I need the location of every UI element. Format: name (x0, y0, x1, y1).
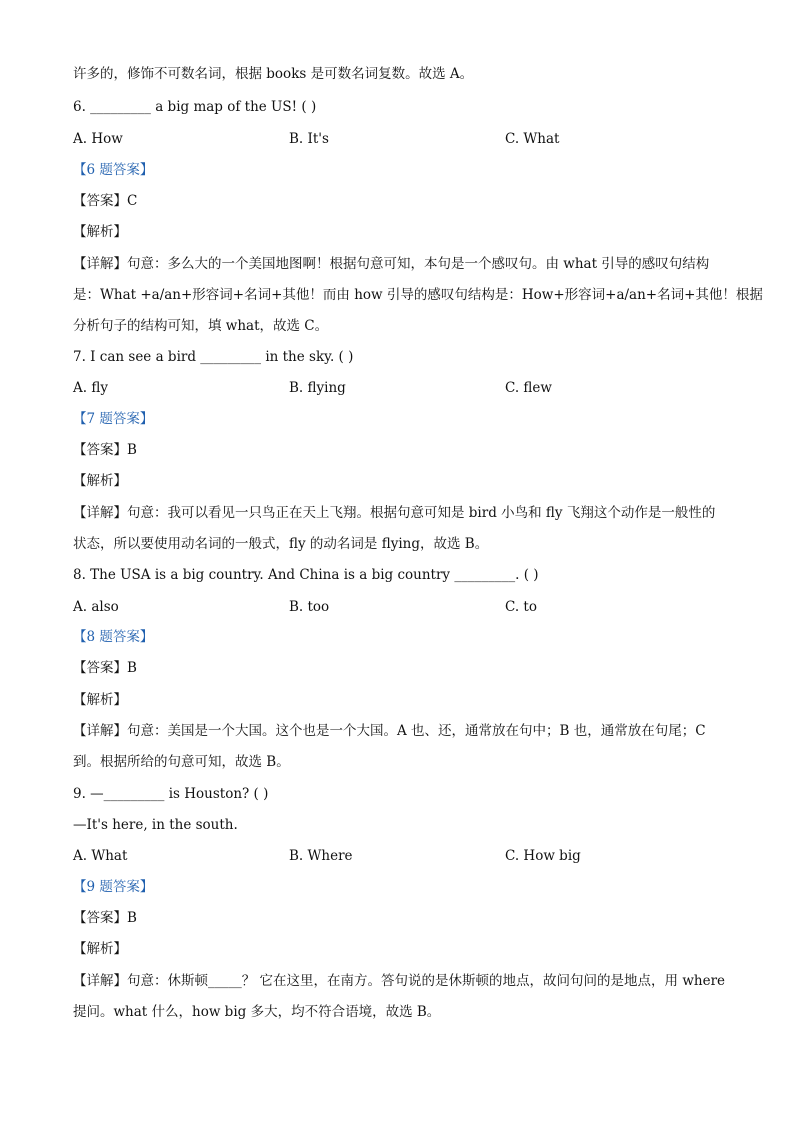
q6-option-a: A. How (73, 131, 123, 147)
q7-detail-line-1: 【详解】句意：我可以看见一只鸟正在天上飞翔。根据句意可知是 bird 小鸟和 fly 飞翔这个动作是一般性的 (73, 505, 716, 521)
q7-stem: 7. I can see a bird _________ in the sky. ( ) (73, 349, 354, 365)
q6-detail-line-1: 【详解】句意：多么大的一个美国地图啊！根据句意可知，本句是一个感叹句。由 what 引导的感叹句结构 (73, 256, 710, 272)
previous-explanation-tail: 许多的，修饰不可数名词，根据 books 是可数名词复数。故选 A。 (73, 66, 474, 82)
q7-answer-heading: 【7 题答案】 (73, 411, 154, 427)
q8-answer: 【答案】B (73, 660, 137, 676)
q9-analysis-label: 【解析】 (73, 941, 127, 957)
q9-answer: 【答案】B (73, 910, 137, 926)
q9-option-a: A. What (73, 848, 128, 864)
q9-option-c: C. How big (505, 848, 581, 864)
q8-answer-heading: 【8 题答案】 (73, 629, 154, 645)
q7-option-c: C. flew (505, 380, 552, 396)
q7-analysis-label: 【解析】 (73, 473, 127, 489)
q6-answer: 【答案】C (73, 193, 138, 209)
q8-detail-line-2: 到。根据所给的句意可知，故选 B。 (73, 754, 290, 770)
q6-option-b: B. It's (289, 131, 329, 147)
q8-option-c: C. to (505, 599, 537, 615)
q8-stem: 8. The USA is a big country. And China is a big country _________. ( ) (73, 567, 539, 583)
q8-option-a: A. also (73, 599, 119, 615)
q7-option-b: B. flying (289, 380, 346, 396)
q9-answer-heading: 【9 题答案】 (73, 879, 154, 895)
q6-detail-line-3: 分析句子的结构可知，填 what，故选 C。 (73, 318, 329, 334)
q9-option-b: B. Where (289, 848, 353, 864)
q6-analysis-label: 【解析】 (73, 224, 127, 240)
q8-option-b: B. too (289, 599, 330, 615)
q7-option-a: A. fly (73, 380, 108, 396)
q6-answer-heading: 【6 题答案】 (73, 162, 154, 178)
q9-detail-line-1: 【详解】句意：休斯顿_____？ 它在这里，在南方。答句说的是休斯顿的地点，故问句问的是地点，用 where (73, 973, 726, 989)
q6-option-c: C. What (505, 131, 560, 147)
q8-detail-line-1: 【详解】句意：美国是一个大国。这个也是一个大国。A 也、还，通常放在句中；B 也，通常放在句尾；C (73, 723, 706, 739)
q9-stem: 9. —_________ is Houston? ( ) (73, 786, 269, 802)
q6-detail-line-2: 是：What +a/an+形容词+名词+其他！而由 how 引导的感叹句结构是：How+形容词+a/an+名词+其他！根据 (73, 287, 763, 303)
q6-stem: 6. _________ a big map of the US! ( ) (73, 99, 317, 115)
q9-detail-line-2: 提问。what 什么，how big 多大，均不符合语境，故选 B。 (73, 1004, 441, 1020)
q8-analysis-label: 【解析】 (73, 692, 127, 708)
q9-reply: —It's here, in the south. (73, 817, 238, 833)
q7-answer: 【答案】B (73, 442, 137, 458)
q7-detail-line-2: 状态，所以要使用动名词的一般式，fly 的动名词是 flying，故选 B。 (73, 536, 489, 552)
